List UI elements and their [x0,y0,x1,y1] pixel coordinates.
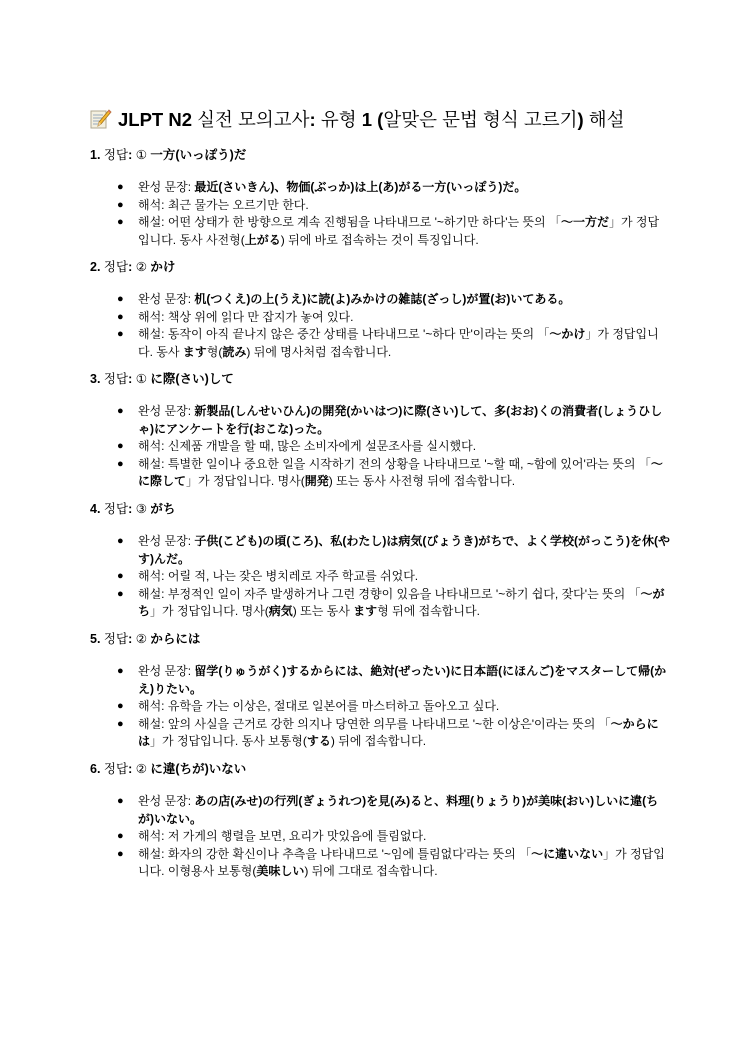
explanation: ● 해설: 부정적인 일이 자주 발생하거나 그런 경향이 있음을 나타내므로 '~하기 쉽다, 잦다'는 뜻의 「～がち」가 정답입니다. 명사(病気) 또는 동사 ます형 뒤에 접속합니다. [117,586,665,618]
answer-section-5 [90,631,670,751]
translation: ● 해석: 저 가게의 행렬을 보면, 요리가 맛있음에 틀림없다. [117,829,427,843]
section-heading: 2. 정답: ② かけ [90,260,176,274]
page-title: JLPT N2 실전 모의고사: 유형 1 (알맞은 문법 형식 고르기) 해설 [90,108,625,132]
complete-sentence: ● 완성 문장: 最近(さいきん)、物価(ぶっか)は上(あ)がる一方(いっぽう)だ。 [117,180,527,194]
answer-section-2 [90,259,670,361]
translation: ● 해석: 유학을 가는 이상은, 절대로 일본어를 마스터하고 돌아오고 싶다. [117,699,500,713]
explanation: ● 해설: 앞의 사실을 근거로 강한 의지나 당연한 의무를 나타내므로 '~한 이상은'이라는 뜻의 「～からには」가 정답입니다. 동사 보통형(する) 뒤에 접속합니다. [117,716,659,748]
memo-icon [90,109,112,129]
section-heading: 6. 정답: ② に違(ちが)いない [90,762,247,776]
explanation: ● 해설: 어떤 상태가 한 방향으로 계속 진행됨을 나타내므로 '~하기만 하다'는 뜻의 「～一方だ」가 정답입니다. 동사 사전형(上がる) 뒤에 바로 접속하는 것이 특징입니다. [117,215,660,247]
answer-section-1 [90,147,670,249]
section-heading: 3. 정답: ① に際(さい)して [90,372,234,386]
complete-sentence: ● 완성 문장: 子供(こども)の頃(ころ)、私(わたし)は病気(びょうき)がちで、よく学校(がっこう)を休(やす)んだ。 [117,534,670,566]
section-heading: 5. 정답: ② からには [90,632,201,646]
explanation: ● 해설: 특별한 일이나 중요한 일을 시작하기 전의 상황을 나타내므로 '~할 때, ~함에 있어'라는 뜻의 「～に際して」가 정답입니다. 명사(開発) 또는 동사 사전형 뒤에 접속합니다. [117,456,663,488]
complete-sentence: ● 완성 문장: 留学(りゅうがく)するからには、絶対(ぜったい)に日本語(にほんご)をマスターして帰(かえ)りたい。 [117,664,667,696]
translation: ● 해석: 신제품 개발을 할 때, 많은 소비자에게 설문조사를 실시했다. [117,439,477,453]
translation: ● 해석: 어릴 적, 나는 잦은 병치레로 자주 학교를 쉬었다. [117,569,419,583]
section-heading: 1. 정답: ① 一方(いっぽう)だ [90,148,247,162]
answer-section-4 [90,501,670,621]
translation: ● 해석: 최근 물가는 오르기만 한다. [117,197,309,212]
complete-sentence: ● 완성 문장: あの店(みせ)の行列(ぎょうれつ)を見(み)ると、料理(りょうり)が美味(おい)しいに違(ちが)いない。 [117,794,659,826]
answer-section-6 [90,761,670,881]
complete-sentence: ● 완성 문장: 机(つくえ)の上(うえ)に読(よ)みかけの雑誌(ざっし)が置(お)いてある。 [117,292,571,306]
section-heading: 4. 정답: ③ がち [90,502,176,516]
translation: ● 해석: 책상 위에 읽다 만 잡지가 놓여 있다. [117,309,354,324]
explanation: ● 해설: 동작이 아직 끝나지 않은 중간 상태를 나타내므로 '~하다 만'이라는 뜻의 「～かけ」가 정답입니다. 동사 ます형(読み) 뒤에 명사처럼 접속합니다. [117,327,659,359]
answer-section-3 [90,371,670,491]
complete-sentence: ● 완성 문장: 新製品(しんせいひん)の開発(かいはつ)に際(さい)して、多(おお)くの消費者(しょうひしゃ)にアンケートを行(おこな)った。 [117,404,663,436]
explanation: ● 해설: 화자의 강한 확신이나 추측을 나타내므로 '~임에 틀림없다'라는 뜻의 「～に違いない」가 정답입니다. 이형용사 보통형(美味しい) 뒤에 그대로 접속합니다. [117,846,665,878]
